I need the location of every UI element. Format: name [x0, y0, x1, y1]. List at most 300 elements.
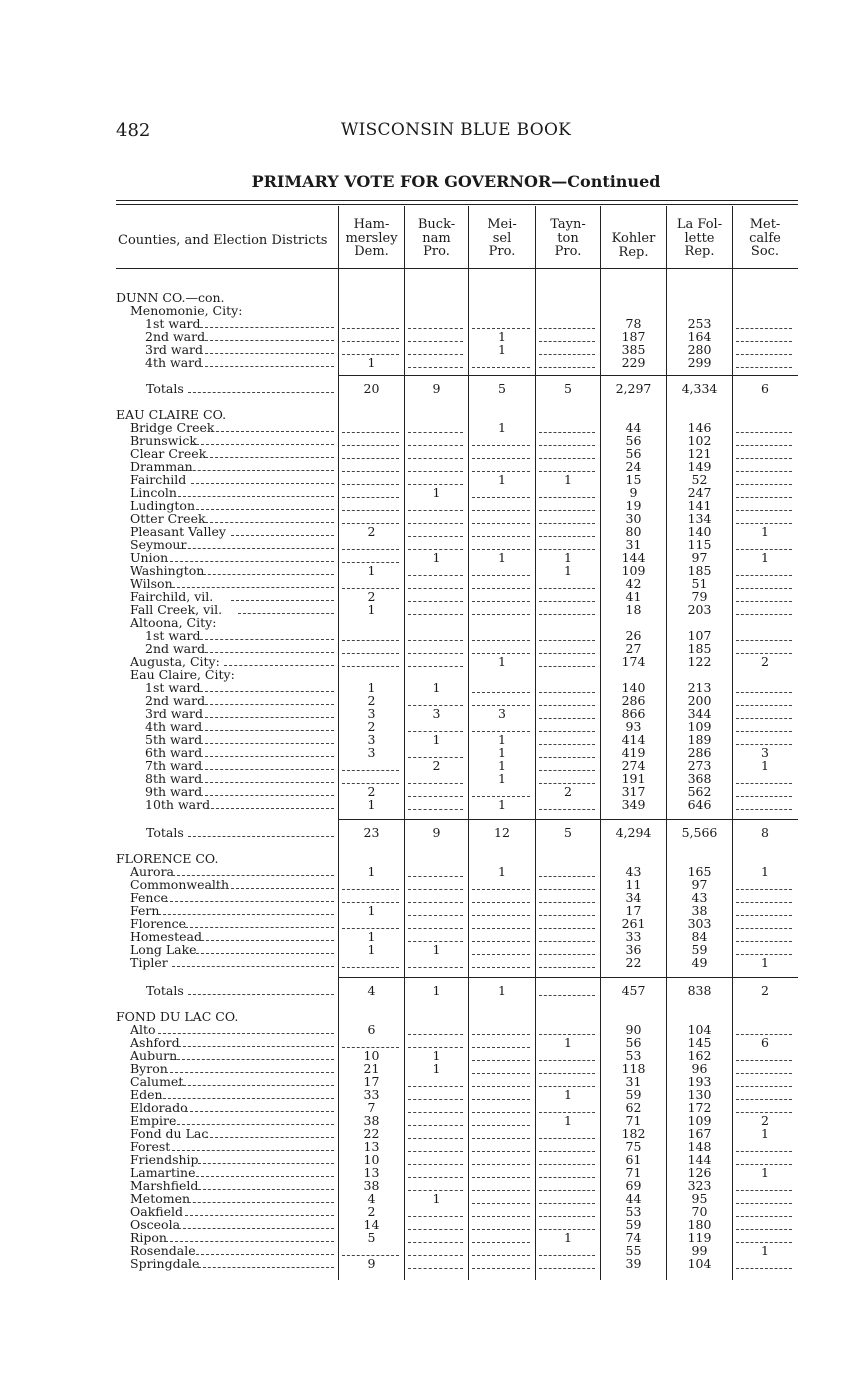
- leader-dots: [200, 730, 334, 731]
- vote-count: 2: [367, 524, 376, 539]
- header-line: sel: [492, 230, 512, 246]
- empty-cell-dash: [736, 705, 792, 706]
- vote-count: 39: [625, 1256, 642, 1271]
- vote-count: 1: [432, 732, 441, 747]
- empty-cell-dash: [472, 928, 530, 929]
- empty-cell-dash: [539, 354, 595, 355]
- county-row: [0, 408, 859, 421]
- vote-count: 1: [761, 864, 769, 879]
- empty-cell-dash: [736, 1073, 792, 1074]
- header-line: lette: [684, 230, 715, 246]
- vote-count: 97: [691, 877, 708, 892]
- vote-count: 19: [625, 498, 642, 513]
- header-line: Ham-: [353, 217, 390, 232]
- vote-count: 56: [625, 1035, 642, 1050]
- district-name: Clear Creek: [130, 446, 207, 461]
- vote-count: 1: [367, 680, 376, 695]
- table-row: [0, 681, 859, 694]
- empty-cell-dash: [472, 889, 530, 890]
- vote-count: 1: [367, 903, 376, 918]
- district-name: Alto: [130, 1022, 156, 1037]
- vote-count: 104: [687, 1022, 712, 1037]
- empty-cell-dash: [408, 1099, 463, 1100]
- table-row: [0, 1101, 859, 1114]
- empty-cell-dash: [472, 1099, 530, 1100]
- table-row: [0, 564, 859, 577]
- vote-count: 20: [363, 381, 380, 396]
- vote-count: 1: [498, 654, 506, 669]
- vote-count: 187: [621, 329, 646, 344]
- vote-count: 71: [625, 1165, 642, 1180]
- header-kohler: [601, 232, 666, 259]
- empty-cell-dash: [472, 1034, 530, 1035]
- empty-cell-dash: [408, 809, 463, 810]
- empty-cell-dash: [539, 995, 595, 996]
- empty-cell-dash: [736, 458, 792, 459]
- totals-rule: [338, 375, 798, 376]
- empty-cell-dash: [736, 1060, 792, 1061]
- leader-dots: [165, 901, 334, 902]
- district-name: Lincoln: [130, 485, 177, 500]
- empty-cell-dash: [736, 484, 792, 485]
- vote-count: 3: [367, 706, 376, 721]
- leader-dots: [200, 340, 334, 341]
- leader-dots: [172, 1059, 334, 1060]
- district-name: Forest: [130, 1139, 171, 1154]
- empty-cell-dash: [408, 1138, 463, 1139]
- table-row: [0, 1127, 859, 1140]
- page-number: 482: [116, 120, 151, 141]
- vote-count: 1: [498, 771, 506, 786]
- empty-cell-dash: [472, 497, 530, 498]
- vote-count: 162: [687, 1048, 712, 1063]
- district-name: DUNN CO.—con.: [116, 290, 225, 305]
- empty-cell-dash: [736, 1099, 792, 1100]
- vote-count: 174: [621, 654, 646, 669]
- empty-cell-dash: [408, 915, 463, 916]
- empty-cell-dash: [472, 692, 530, 693]
- table-row: [0, 460, 859, 473]
- empty-cell-dash: [472, 640, 530, 641]
- district-name: Eden: [130, 1087, 163, 1102]
- header-line: ton: [557, 230, 579, 246]
- empty-cell-dash: [342, 666, 399, 667]
- table-row: [0, 629, 859, 642]
- empty-cell-dash: [472, 1255, 530, 1256]
- vote-count: 17: [363, 1074, 380, 1089]
- empty-cell-dash: [539, 1138, 595, 1139]
- header-line: Rep.: [618, 244, 649, 260]
- vote-count: 1: [564, 1035, 572, 1050]
- vote-count: 1: [498, 342, 506, 357]
- leader-dots: [198, 1189, 334, 1190]
- empty-cell-dash: [472, 1060, 530, 1061]
- empty-cell-dash: [539, 889, 595, 890]
- empty-cell-dash: [408, 1034, 463, 1035]
- vote-count: 1: [761, 550, 769, 565]
- table-row: [0, 642, 859, 655]
- empty-cell-dash: [342, 432, 399, 433]
- empty-cell-dash: [539, 692, 595, 693]
- empty-cell-dash: [539, 1268, 595, 1269]
- leader-dots: [178, 1085, 334, 1086]
- table-row: [0, 603, 859, 616]
- empty-cell-dash: [539, 876, 595, 877]
- vote-count: 5: [367, 1230, 376, 1245]
- empty-cell-dash: [408, 471, 463, 472]
- vote-count: 189: [687, 732, 712, 747]
- header-line: mersley: [345, 230, 398, 246]
- table-row: [0, 733, 859, 746]
- empty-cell-dash: [472, 1086, 530, 1087]
- vote-count: 5,566: [681, 825, 718, 840]
- empty-cell-dash: [408, 328, 463, 329]
- empty-cell-dash: [408, 588, 463, 589]
- empty-cell-dash: [472, 575, 530, 576]
- vote-count: 4: [367, 1191, 376, 1206]
- table-row: [0, 1075, 859, 1088]
- empty-cell-dash: [342, 510, 399, 511]
- leader-dots: [191, 953, 334, 954]
- table-row: [0, 538, 859, 551]
- district-name: Calumet: [130, 1074, 184, 1089]
- book-title: WISCONSIN BLUE BOOK: [340, 120, 572, 140]
- leader-dots: [200, 639, 334, 640]
- vote-count: 130: [687, 1087, 712, 1102]
- vote-count: 78: [625, 316, 642, 331]
- vote-count: 1: [498, 472, 506, 487]
- empty-cell-dash: [539, 941, 595, 942]
- empty-cell-dash: [736, 731, 792, 732]
- vote-count: 1: [498, 420, 506, 435]
- empty-cell-dash: [736, 1151, 792, 1152]
- vote-count: 253: [687, 316, 712, 331]
- empty-cell-dash: [736, 432, 792, 433]
- vote-count: 385: [621, 342, 646, 357]
- vote-count: 52: [691, 472, 708, 487]
- empty-cell-dash: [408, 653, 463, 654]
- district-name: Ashford: [130, 1035, 180, 1050]
- empty-cell-dash: [408, 796, 463, 797]
- table-row: [0, 590, 859, 603]
- empty-cell-dash: [472, 1203, 530, 1204]
- leader-dots: [172, 966, 334, 967]
- vote-count: 75: [625, 1139, 642, 1154]
- empty-cell-dash: [539, 640, 595, 641]
- table-row: [0, 1166, 859, 1179]
- empty-cell-dash: [539, 1216, 595, 1217]
- empty-cell-dash: [539, 588, 595, 589]
- empty-cell-dash: [472, 1047, 530, 1048]
- vote-count: 95: [691, 1191, 708, 1206]
- leader-dots: [200, 691, 334, 692]
- table-row: [0, 1088, 859, 1101]
- leader-dots: [188, 392, 334, 393]
- table-row: [0, 577, 859, 590]
- empty-cell-dash: [342, 889, 399, 890]
- vote-count: 1: [367, 942, 376, 957]
- vote-count: 43: [625, 864, 642, 879]
- district-name: Fence: [130, 890, 168, 905]
- table-row: [0, 1114, 859, 1127]
- leader-dots: [185, 1111, 334, 1112]
- vote-count: 866: [621, 706, 646, 721]
- vote-count: 1: [564, 472, 572, 487]
- vote-count: 30: [625, 511, 642, 526]
- table-row: [0, 512, 859, 525]
- empty-cell-dash: [408, 876, 463, 877]
- table-row: [0, 930, 859, 943]
- county-row: [0, 291, 859, 304]
- empty-cell-dash: [472, 523, 530, 524]
- vote-count: 149: [687, 459, 712, 474]
- district-name: Fern: [130, 903, 160, 918]
- empty-cell-dash: [408, 902, 463, 903]
- vote-count: 102: [687, 433, 712, 448]
- empty-cell-dash: [736, 915, 792, 916]
- vote-count: 141: [687, 498, 712, 513]
- district-name: Homestead: [130, 929, 202, 944]
- table-row: [0, 956, 859, 969]
- empty-cell-dash: [539, 1203, 595, 1204]
- vote-count: 1: [498, 745, 506, 760]
- vote-count: 140: [621, 680, 646, 695]
- empty-cell-dash: [342, 967, 399, 968]
- district-name: Dramman: [130, 459, 193, 474]
- header-line: Kohler: [611, 231, 656, 246]
- empty-cell-dash: [736, 718, 792, 719]
- vote-count: 38: [691, 903, 708, 918]
- vote-count: 90: [625, 1022, 642, 1037]
- district-name: Bridge Creek: [130, 420, 215, 435]
- vote-count: 1: [498, 329, 506, 344]
- vote-count: 27: [625, 641, 642, 656]
- leader-dots: [200, 652, 334, 653]
- vote-count: 109: [621, 563, 646, 578]
- vote-count: 213: [687, 680, 712, 695]
- empty-cell-dash: [408, 1112, 463, 1113]
- empty-cell-dash: [539, 770, 595, 771]
- empty-cell-dash: [472, 1125, 530, 1126]
- table-row: [0, 904, 859, 917]
- vote-count: 203: [687, 602, 712, 617]
- district-name: 6th ward: [145, 745, 203, 760]
- empty-cell-dash: [539, 928, 595, 929]
- empty-cell-dash: [539, 510, 595, 511]
- table-row: [0, 447, 859, 460]
- leader-dots: [178, 548, 334, 549]
- empty-cell-dash: [472, 367, 530, 368]
- vote-count: 59: [691, 942, 708, 957]
- leader-dots: [172, 875, 334, 876]
- vote-count: 97: [691, 550, 708, 565]
- empty-cell-dash: [539, 902, 595, 903]
- vote-count: 99: [691, 1243, 708, 1258]
- table-row: [0, 317, 859, 330]
- empty-cell-dash: [408, 640, 463, 641]
- vote-count: 838: [687, 983, 712, 998]
- vote-count: 185: [687, 563, 712, 578]
- vote-count: 15: [625, 472, 642, 487]
- vote-count: 23: [363, 825, 380, 840]
- header-line: Pro.: [488, 244, 516, 259]
- table-row: [0, 421, 859, 434]
- vote-count: 104: [687, 1256, 712, 1271]
- header-line: Soc.: [750, 244, 780, 259]
- empty-cell-dash: [342, 328, 399, 329]
- table-row: [0, 1192, 859, 1205]
- vote-count: 144: [687, 1152, 712, 1167]
- empty-cell-dash: [342, 484, 399, 485]
- vote-count: 1: [761, 1165, 769, 1180]
- empty-cell-dash: [539, 601, 595, 602]
- table-row: [0, 694, 859, 707]
- district-name: 5th ward: [145, 732, 203, 747]
- empty-cell-dash: [539, 1060, 595, 1061]
- empty-cell-dash: [472, 1229, 530, 1230]
- vote-count: 1: [432, 550, 441, 565]
- empty-cell-dash: [472, 614, 530, 615]
- table-row: [0, 746, 859, 759]
- district-name: 1st ward: [145, 628, 201, 643]
- totals-row: [0, 826, 859, 839]
- leader-dots: [191, 444, 334, 445]
- empty-cell-dash: [736, 889, 792, 890]
- empty-cell-dash: [472, 1190, 530, 1191]
- empty-cell-dash: [539, 1255, 595, 1256]
- vote-count: 3: [432, 706, 441, 721]
- vote-count: 80: [625, 524, 642, 539]
- leader-dots: [198, 1163, 334, 1164]
- empty-cell-dash: [408, 432, 463, 433]
- vote-count: 21: [363, 1061, 380, 1076]
- empty-cell-dash: [472, 967, 530, 968]
- empty-cell-dash: [736, 941, 792, 942]
- table-row: [0, 1244, 859, 1257]
- empty-cell-dash: [472, 1151, 530, 1152]
- vote-count: 1: [498, 732, 506, 747]
- district-name: 3rd ward: [145, 706, 204, 721]
- empty-cell-dash: [736, 809, 792, 810]
- leader-dots: [200, 327, 334, 328]
- district-name: Commonwealth: [130, 877, 229, 892]
- empty-cell-dash: [539, 757, 595, 758]
- leader-dots: [178, 496, 334, 497]
- vote-count: 1: [498, 797, 506, 812]
- table-row: [0, 878, 859, 891]
- vote-count: 185: [687, 641, 712, 656]
- leader-dots: [188, 994, 334, 995]
- vote-count: 6: [761, 1035, 769, 1050]
- table-row: [0, 891, 859, 904]
- empty-cell-dash: [408, 928, 463, 929]
- vote-count: 33: [363, 1087, 380, 1102]
- totals-rule: [338, 819, 798, 820]
- district-name: 7th ward: [145, 758, 203, 773]
- empty-cell-dash: [408, 1164, 463, 1165]
- vote-count: 182: [621, 1126, 646, 1141]
- empty-cell-dash: [408, 458, 463, 459]
- table-row: [0, 525, 859, 538]
- vote-count: 126: [687, 1165, 712, 1180]
- vote-count: 286: [687, 745, 712, 760]
- district-name: Long Lake: [130, 942, 197, 957]
- header-taynton: [536, 218, 600, 259]
- vote-count: 2,297: [615, 381, 652, 396]
- vote-count: 38: [363, 1178, 380, 1193]
- header-districts: Counties, and Election Districts: [118, 233, 328, 248]
- vote-count: 93: [625, 719, 642, 734]
- leader-dots: [198, 1267, 334, 1268]
- leader-dots: [200, 756, 334, 757]
- header-meisel: [469, 218, 535, 259]
- empty-cell-dash: [539, 744, 595, 745]
- vote-count: 8: [761, 825, 769, 840]
- district-name: Metomen: [130, 1191, 191, 1206]
- leader-dots: [224, 665, 334, 666]
- table-row: [0, 1257, 859, 1270]
- vote-count: 349: [621, 797, 646, 812]
- table-row: [0, 668, 859, 681]
- district-name: Empire: [130, 1113, 177, 1128]
- vote-count: 1: [564, 1113, 572, 1128]
- district-name: 2nd ward: [145, 693, 206, 708]
- vote-count: 74: [625, 1230, 642, 1245]
- vote-count: 24: [625, 459, 642, 474]
- vote-count: 70: [691, 1204, 708, 1219]
- district-name: Altoona, City:: [130, 615, 217, 630]
- empty-cell-dash: [736, 796, 792, 797]
- empty-cell-dash: [408, 1229, 463, 1230]
- vote-count: 2: [367, 719, 376, 734]
- header-line: Met-: [749, 217, 781, 232]
- vote-count: 5: [564, 381, 572, 396]
- leader-dots: [205, 1137, 334, 1138]
- empty-cell-dash: [472, 458, 530, 459]
- empty-cell-dash: [736, 902, 792, 903]
- vote-count: 9: [432, 825, 441, 840]
- empty-cell-dash: [408, 601, 463, 602]
- totals-row: [0, 382, 859, 395]
- empty-cell-dash: [539, 718, 595, 719]
- header-line: Pro.: [423, 244, 450, 259]
- vote-count: 10: [363, 1048, 380, 1063]
- leader-dots: [191, 940, 334, 941]
- district-name: Totals: [146, 825, 184, 840]
- empty-cell-dash: [539, 523, 595, 524]
- district-name: Marshfield: [130, 1178, 199, 1193]
- vote-count: 414: [621, 732, 646, 747]
- district-name: Totals: [146, 983, 184, 998]
- district-name: Ludington: [130, 498, 196, 513]
- table-row: [0, 1153, 859, 1166]
- district-name: Pleasant Valley: [130, 524, 226, 539]
- empty-cell-dash: [408, 1216, 463, 1217]
- table-row: [0, 943, 859, 956]
- leader-dots: [200, 353, 334, 354]
- district-name: Fairchild, vil.: [130, 589, 214, 604]
- district-name: 10th ward: [145, 797, 211, 812]
- empty-cell-dash: [472, 536, 530, 537]
- leader-dots: [178, 1202, 334, 1203]
- district-name: Totals: [146, 381, 184, 396]
- empty-cell-dash: [539, 341, 595, 342]
- district-name: Byron: [130, 1061, 168, 1076]
- empty-cell-dash: [539, 536, 595, 537]
- vote-count: 115: [687, 537, 712, 552]
- vote-count: 261: [621, 916, 646, 931]
- header-line: Buck-: [417, 217, 456, 232]
